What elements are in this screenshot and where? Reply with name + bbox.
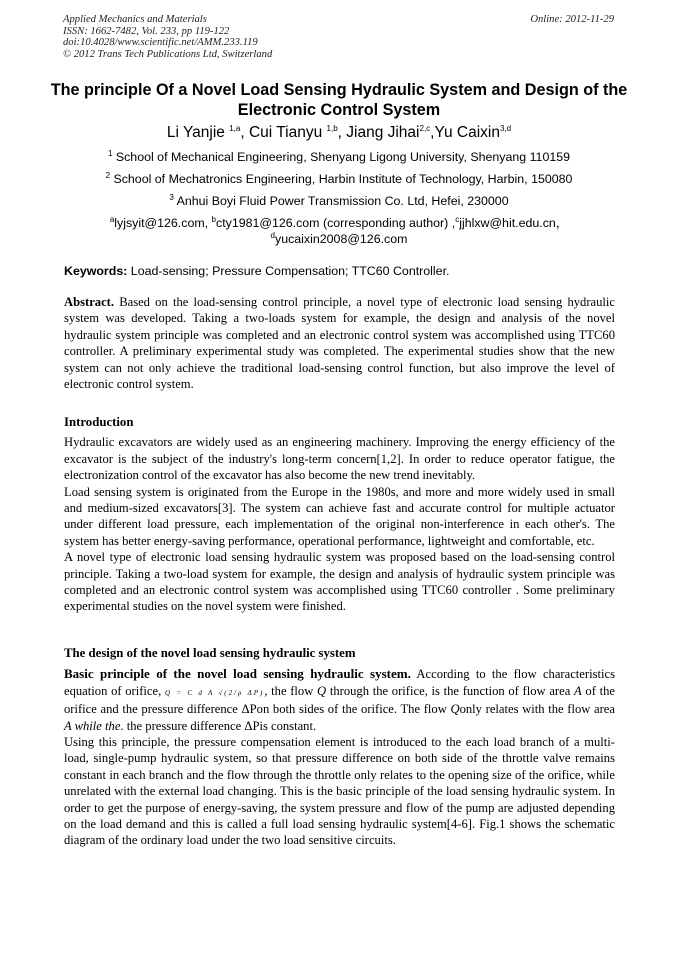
journal-name: Applied Mechanics and Materials — [63, 14, 207, 25]
section-heading: The design of the novel load sensing hydraulic system — [64, 646, 356, 660]
text: of the orifice and the pressure difference — [64, 683, 615, 717]
text: . the pressure difference — [120, 718, 245, 733]
author: ,Yu Caixin — [430, 124, 500, 141]
symbol: Q — [450, 702, 460, 717]
issn: ISSN: 1662-7482, Vol. 233, pp 119-122 — [63, 25, 230, 37]
aff-text: School of Mechatronics Engineering, Harbin Institute of Technology, Harbin, 150080 — [110, 172, 573, 186]
email-link[interactable]: yucaixin2008@126.com — [275, 232, 408, 246]
affiliation — [50, 172, 628, 186]
email-link[interactable]: jjhlxw@hit.edu.cn， — [459, 216, 569, 230]
aff-sup: 1 — [107, 148, 113, 158]
paragraph: A novel type of electronic load sensing hydraulic system was proposed based on the load-sensing control principle. Taking a two-load system for example, the design and analysis of hydraulic system principle was completed and an electronic control system was accomplished using TTC60 controller . Some preliminary experimental studies on the novel system were finished. — [64, 550, 615, 614]
copyright: © 2012 Trans Tech Publications Ltd, Switzerland — [63, 48, 273, 60]
email-link[interactable]: cty1981@126.com (corresponding author) , — [216, 216, 456, 230]
author-sup: 2,c — [419, 123, 431, 133]
text: According to the flow characteristics equation of orifice, — [64, 667, 615, 698]
author: Li Yanjie — [166, 124, 230, 141]
email-link[interactable]: lyjsyit@126.com, — [114, 216, 212, 230]
text: , the flow — [264, 683, 318, 698]
text: on both sides of the orifice. The flow — [256, 702, 451, 717]
abstract-text: Based on the load-sensing control principle, a novel type of electronic load sensing hydraulic system was developed. Taking a two-loads system for example, the design and analysis of the novel hydraulic system principle was completed and an electronic control system was accomplished using TTC60 controller. A preliminary experimental study was completed. The experimental studies show that the new system can not only achieve the traditional load-sensing control function, but also improve the level of electronic control system. — [64, 295, 615, 392]
design-section — [64, 645, 615, 849]
orifice-equation: Q = C d A √(2/ρ ΔP) — [164, 688, 265, 697]
aff-sup: 2 — [105, 170, 111, 180]
author-sup: 1,a — [229, 123, 241, 133]
paragraph — [64, 666, 615, 734]
aff-sup: 3 — [169, 192, 174, 202]
symbol: A while the — [64, 718, 121, 733]
aff-text: Anhui Boyi Fluid Power Transmission Co. Ltd, Hefei, 230000 — [173, 194, 509, 208]
keywords — [64, 264, 449, 278]
author-sup: 3,d — [499, 123, 512, 133]
abstract — [64, 294, 615, 392]
introduction-heading: Introduction — [64, 415, 134, 429]
author: , Cui Tianyu — [240, 124, 327, 141]
subsection-heading: Basic principle of the novel load sensing hydraulic system. — [64, 666, 411, 682]
symbol: Q — [317, 683, 327, 698]
keywords-text: Load-sensing; Pressure Compensation; TTC60 Controller. — [127, 264, 450, 278]
keywords-label: Keywords: — [64, 264, 128, 278]
text: only relates with the flow area — [459, 702, 615, 717]
author-sup: 1,b — [326, 123, 338, 133]
text: is constant. — [259, 718, 317, 733]
introduction-section — [64, 414, 615, 615]
paragraph: Using this principle, the pressure compensation element is introduced to the each load branch of a multi-load, single-pump hydraulic system, so that pressure difference on both side of the throttle valve remains constant in each branch and the flow through the throttle only relates to the opening size of the orifice, while unrelated with the external load changing. This is the basic principle of the load sensing hydraulic system. In order to get the purpose of energy-saving, the system pressure and flow of the pump are adjusted depending on the load demand and this is called a full load sensing hydraulic system[4-6]. Fig.1 shows the schematic diagram of the ordinary load under the two load sensitive circuits. — [64, 735, 615, 848]
emails: $^a$lyjsyit@126.com, $^b$cty1981@126.com (corresponding author) ,$^c$jjhlxw@hit.edu.cn， $^d$yucaixin2008@126.com — [109, 214, 569, 246]
symbol: A — [574, 683, 582, 698]
affiliation — [50, 150, 628, 164]
text: through the orifice, is the function of flow area — [326, 683, 574, 698]
authors — [50, 124, 628, 142]
symbol: ΔP — [244, 718, 260, 733]
paper-title: The principle Of a Novel Load Sensing Hydraulic System and Design of the Electronic Control System — [50, 81, 628, 119]
paragraph: Load sensing system is originated from the Europe in the 1980s, and more and more widely used in small and medium-sized excavators[3]. The system can achieve fast and accurate control for multiple actuator under different load pressure, each implementation of the original non-interference in each other's. The system has better energy-saving performance, operational performance, lightweight and comfortable, etc. — [64, 484, 615, 548]
journal-header — [63, 14, 272, 60]
doi: doi:10.4028/www.scientific.net/AMM.233.119 — [63, 37, 258, 49]
paragraph: Hydraulic excavators are widely used as an engineering machinery. Improving the energy efficiency of the excavator is the subject of the industry's long-term concern[1,2]. In order to reduce operator fatigue, the electronization control of the excavator has also become the new trend inevitably. — [64, 435, 615, 483]
symbol: ΔP — [241, 702, 257, 717]
author: , Jiang Jihai — [337, 124, 420, 141]
affiliation — [50, 194, 628, 208]
aff-text: School of Mechanical Engineering, Shenyang Ligong University, Shenyang 110159 — [112, 150, 571, 164]
online-date: Online: 2012-11-29 — [530, 14, 614, 25]
abstract-label: Abstract. — [64, 295, 115, 309]
